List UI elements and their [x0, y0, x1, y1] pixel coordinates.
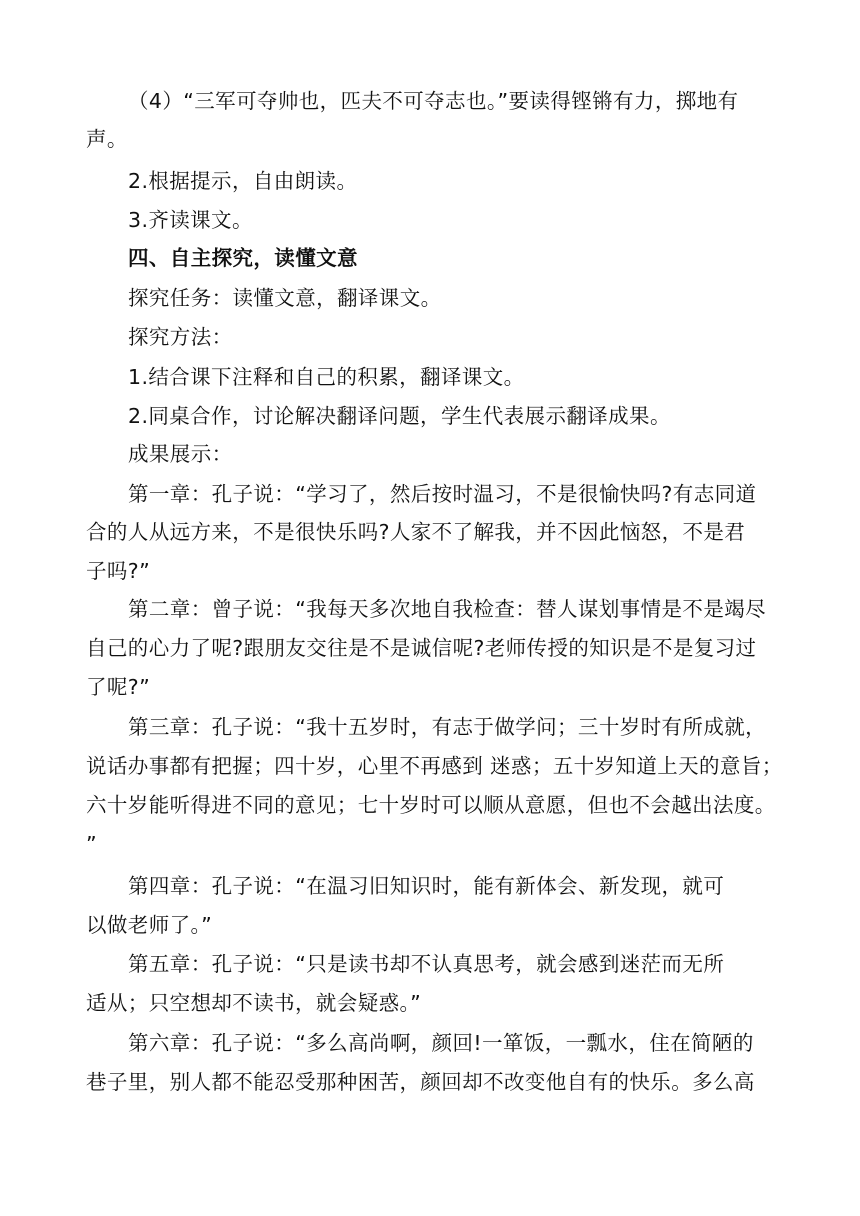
text-line: 成果展示：: [128, 442, 233, 466]
text-line: 探究任务：读懂文意，翻译课文。: [128, 286, 442, 310]
text-line: 六十岁能听得进不同的意见；七十岁时可以顺从意愿，但也不会越出法度。: [86, 793, 776, 817]
text-line: 第三章：孔子说：“我十五岁时，有志于做学问；三十岁时有所成就，: [128, 715, 767, 739]
text-line: 第一章：孔子说：“学习了，然后按时温习，不是很愉快吗?有志同道: [128, 482, 757, 506]
text-line: 适从；只空想却不读书，就会疑惑。”: [86, 991, 422, 1015]
text-line: ”: [86, 832, 98, 856]
text-line: 自己的心力了呢?跟朋友交往是不是诚信呢?老师传授的知识是不是复习过: [86, 636, 757, 660]
text-line: 第五章：孔子说：“只是读书却不认真思考，就会感到迷茫而无所: [128, 952, 725, 976]
text-line: 第六章：孔子说：“多么高尚啊，颜回!一箪饭，一瓢水，住在简陋的: [128, 1031, 754, 1055]
text-line: 第二章：曾子说：“我每天多次地自我检查：替人谋划事情是不是竭尽: [128, 597, 767, 621]
text-line: 1.结合课下注释和自己的积累，翻译课文。: [128, 365, 525, 389]
text-line: 巷子里，别人都不能忍受那种困苦，颜回却不改变他自有的快乐。多么高: [86, 1070, 755, 1094]
text-line: 说话办事都有把握；四十岁，心里不再感到 迷惑；五十岁知道上天的意旨；: [86, 754, 783, 778]
text-line: 探究方法：: [128, 325, 233, 349]
text-line: 2.根据提示，自由朗读。: [128, 169, 358, 193]
text-line: 2.同桌合作，讨论解决翻译问题，学生代表展示翻译成果。: [128, 404, 671, 428]
text-line: （4）“三军可夺帅也，匹夫不可夺志也。”要读得铿锵有力，掷地有: [128, 89, 739, 113]
text-line: 子吗?”: [86, 559, 151, 583]
text-line: 了呢?”: [86, 675, 151, 699]
text-line: 以做老师了。”: [86, 913, 213, 937]
text-line: 第四章：孔子说：“在温习旧知识时，能有新体会、新发现，就可: [128, 874, 725, 898]
text-line: 声。: [86, 127, 128, 151]
text-line: 合的人从远方来，不是很快乐吗?人家不了解我，并不因此恼怒，不是君: [86, 520, 746, 544]
section-heading: 四、自主探究，读懂文意: [128, 246, 358, 270]
text-line: 3.齐读课文。: [128, 208, 253, 232]
